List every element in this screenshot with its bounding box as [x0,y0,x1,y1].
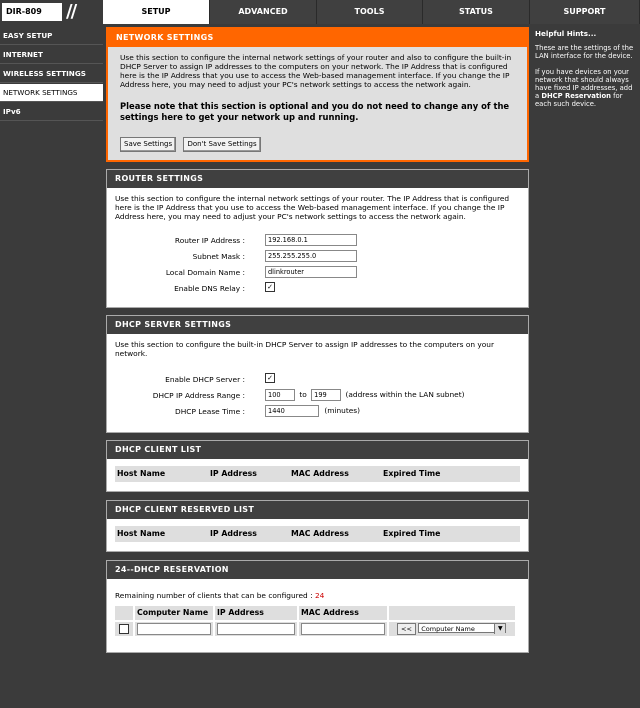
reservation-ip-input[interactable] [217,623,295,635]
dhcp-range-label: DHCP IP Address Range : [152,391,245,400]
remaining-clients-count: 24 [314,591,325,600]
reservation-table [115,606,520,646]
dns-relay-checkbox[interactable]: ✓ [265,282,275,292]
column-ip-address: IP Address [210,529,257,538]
range-note: (address within the LAN subnet) [345,390,465,399]
tab-support[interactable]: SUPPORT [530,0,640,24]
hint-paragraph-2: If you have devices on your network that should always have fixed IP addresses, add a DHCP Reservation for each such device. [535,68,633,108]
router-settings-section [106,169,529,308]
dhcp-reserved-list-section [106,500,529,552]
sidebar [0,27,103,122]
chevron-down-icon[interactable]: ▼ [494,624,505,634]
lease-time-label: DHCP Lease Time : [175,407,245,416]
sidebar-item-wireless-settings[interactable]: WIRELESS SETTINGS [0,65,103,83]
enable-dhcp-label: Enable DHCP Server : [165,375,245,384]
sidebar-item-network-settings[interactable]: NETWORK SETTINGS [0,84,103,102]
model-label: DIR-809 [2,3,62,21]
column-ip-address: IP Address [210,469,257,478]
section-title: 24--DHCP RESERVATION [107,561,528,579]
local-domain-input[interactable]: dlinkrouter [265,266,357,278]
dhcp-range-start-input[interactable]: 100 [265,389,295,401]
column-mac-address: MAC Address [291,529,349,538]
sidebar-item-ipv6[interactable]: IPv6 [0,103,103,121]
column-host-name: Host Name [117,529,166,538]
save-settings-button[interactable]: Save Settings [120,137,176,152]
column-host-name: Host Name [117,469,166,478]
column-expired-time: Expired Time [383,469,441,478]
section-description: Use this section to configure the internal network settings of your router. The IP Address that is configured here is the IP Address that you use to access the Web-based management interface. If you change the IP Address here, you may need to adjust your PC's network settings to access the network again. [115,194,510,221]
helpful-hints-panel [531,27,640,119]
range-to-text: to [299,390,307,399]
router-ip-input[interactable]: 192.168.0.1 [265,234,357,246]
dhcp-range-end-input[interactable]: 199 [311,389,341,401]
subnet-mask-input[interactable]: 255.255.255.0 [265,250,357,262]
column-mac-address: MAC Address [291,469,349,478]
dont-save-settings-button[interactable]: Don't Save Settings [183,137,260,152]
lease-unit: (minutes) [324,406,361,415]
sidebar-item-easy-setup[interactable]: EASY SETUP [0,27,103,45]
hint-paragraph-1: These are the settings of the LAN interface for the device. [535,44,634,60]
copy-computer-name-button[interactable]: << [397,623,416,635]
column-ip-address: IP Address [215,606,297,620]
tab-setup[interactable]: SETUP [103,0,210,24]
computer-name-select[interactable] [418,623,506,633]
column-computer-name: Computer Name [135,606,213,620]
tab-tools[interactable]: TOOLS [317,0,423,24]
tab-advanced[interactable]: ADVANCED [210,0,317,24]
hint-dhcp-reservation-link[interactable]: DHCP Reservation [541,92,611,100]
main-content [106,27,529,660]
optional-note: Please note that this section is optional and you do not need to change any of the settings here to get your network up and running. [120,101,510,122]
tab-status[interactable]: STATUS [423,0,530,24]
section-description: Use this section to configure the internal network settings of your router and also to configure the built-in DHCP Server to assign IP addresses to the computers on your network. The IP Address that is configured here is the IP Address that you use to access the Web-based management interface. If you change the IP Address here, you may need to adjust your PC's network settings to access the network again. [120,53,512,89]
column-mac-address: MAC Address [299,606,387,620]
reservation-enable-checkbox[interactable] [119,624,129,634]
section-title: DHCP CLIENT LIST [107,441,528,459]
section-title: DHCP SERVER SETTINGS [107,316,528,334]
router-ip-label: Router IP Address : [174,236,245,245]
network-settings-section [106,27,529,162]
table-header [115,466,520,482]
logo-slashes: // [66,1,76,22]
section-description: Use this section to configure the built-in DHCP Server to assign IP addresses to the computers on your network. [115,340,495,358]
table-header [115,526,520,542]
hints-title: Helpful Hints... [535,29,597,38]
section-title: DHCP CLIENT RESERVED LIST [107,501,528,519]
top-bar [0,0,640,25]
dhcp-server-section [106,315,529,433]
reservation-mac-input[interactable] [301,623,385,635]
column-expired-time: Expired Time [383,529,441,538]
dns-relay-label: Enable DNS Relay : [174,284,245,293]
computer-name-select-value: Computer Name [421,625,475,633]
subnet-mask-label: Subnet Mask : [192,252,245,261]
section-title: ROUTER SETTINGS [107,170,528,188]
lease-time-input[interactable]: 1440 [265,405,319,417]
dhcp-client-list-section [106,440,529,492]
dhcp-reservation-section [106,560,529,653]
section-title: NETWORK SETTINGS [108,29,527,47]
enable-dhcp-checkbox[interactable]: ✓ [265,373,275,383]
remaining-clients-label: Remaining number of clients that can be configured : [115,591,313,600]
local-domain-label: Local Domain Name : [165,268,245,277]
reservation-computer-name-input[interactable] [137,623,211,635]
sidebar-item-internet[interactable]: INTERNET [0,46,103,64]
